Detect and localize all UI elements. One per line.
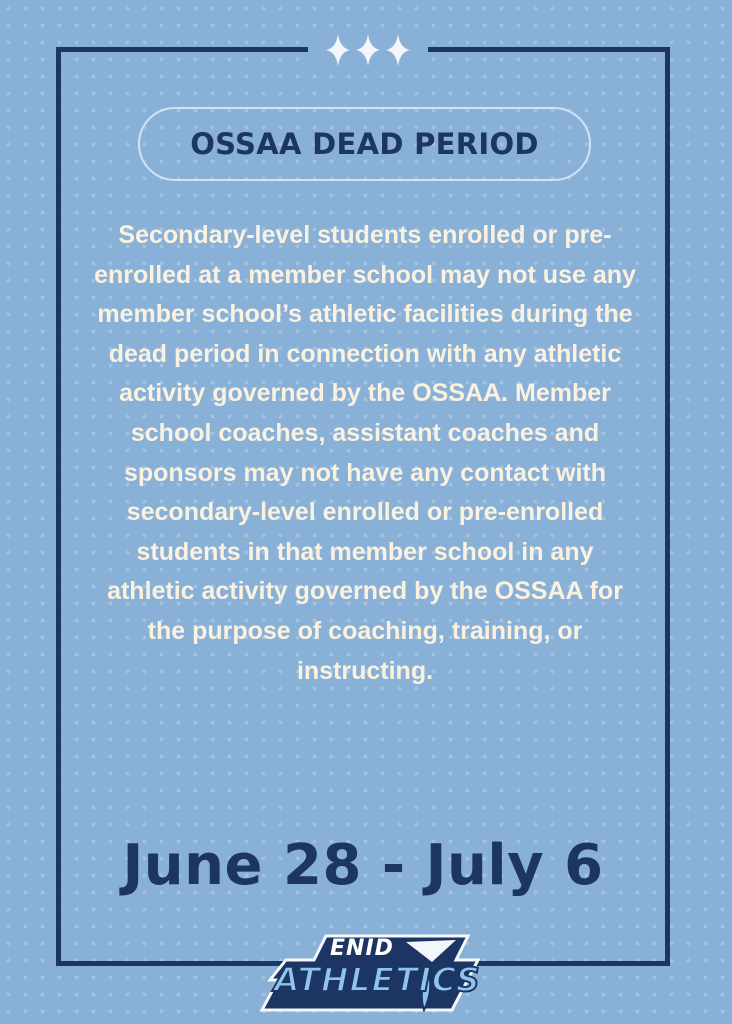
diamond-ornament-icon: [308, 28, 428, 72]
dead-period-description: Secondary-level students enrolled or pre-enrolled at a member school may not use any member school’s athletic facilities during the dead period in connection with any athletic activity governed by the OSSAA. Member school coaches, assistant coaches and sponsors may not have any contact with secondary-level enrolled or pre-enrolled students in that member school in any athletic activity governed by the OSSAA for the purpose of coaching, training, or instructing.: [94, 221, 636, 685]
date-range: June 28 - July 6: [122, 833, 604, 898]
logo-text-athletics: ATHLETICS: [274, 960, 481, 999]
page-title: OSSAA DEAD PERIOD: [190, 127, 539, 161]
title-pill: [138, 107, 591, 181]
enid-athletics-logo: [256, 930, 480, 1018]
logo-text-enid: ENID: [330, 936, 394, 961]
